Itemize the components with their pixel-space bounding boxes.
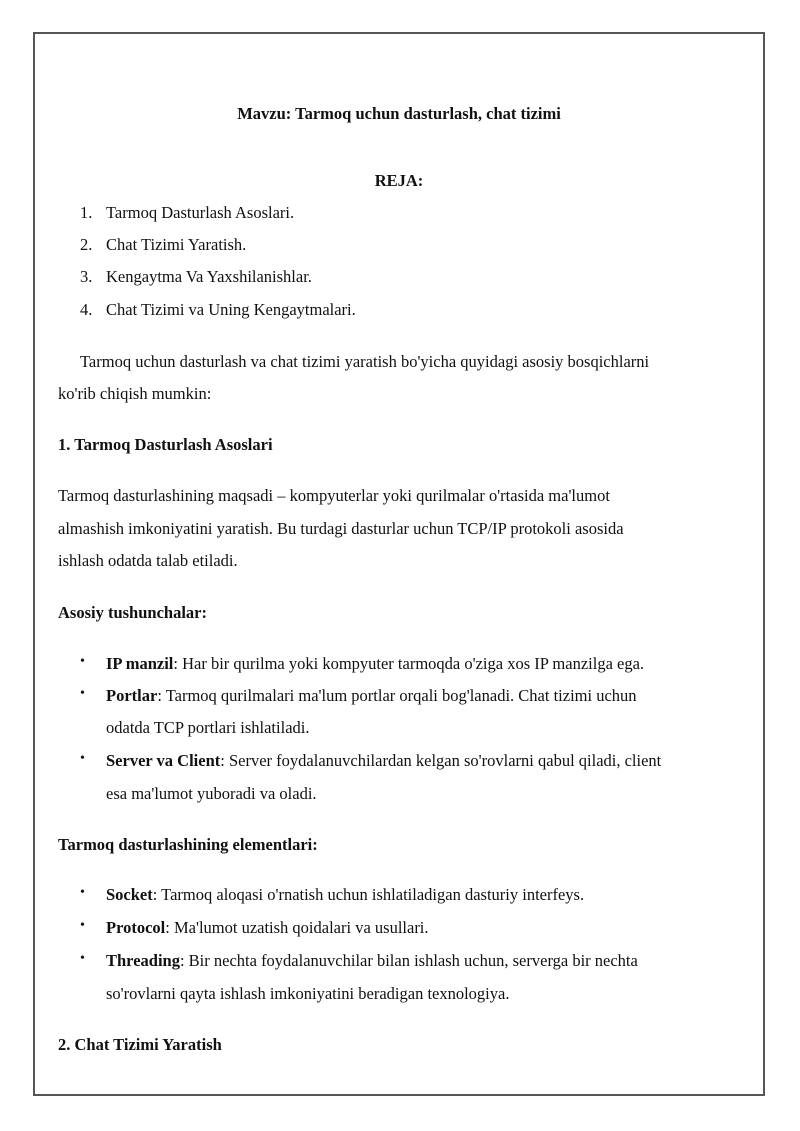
plan-item-number: 4. <box>80 300 93 319</box>
bullet-icon: • <box>80 751 85 766</box>
bullet-icon: • <box>80 885 85 900</box>
section-heading: 1. Tarmoq Dasturlash Asoslari <box>58 435 273 454</box>
section-heading: 2. Chat Tizimi Yaratish <box>58 1035 222 1054</box>
term-description: : Har bir qurilma yoki kompyuter tarmoqda o'ziga xos IP manzilga ega. <box>173 654 645 673</box>
term: Protocol <box>106 918 166 937</box>
plan-item-text: Tarmoq Dasturlash Asoslari. <box>106 203 295 222</box>
paragraph-line: Tarmoq dasturlashining maqsadi – kompyuterlar yoki qurilmalar o'rtasida ma'lumot <box>58 486 610 505</box>
plan-item-number: 1. <box>80 203 93 222</box>
bullet-icon: • <box>80 654 85 669</box>
term-description: : Server foydalanuvchilardan kelgan so'rovlarni qabul qiladi, client <box>220 751 662 770</box>
document-title: Mavzu: Tarmoq uchun dasturlash, chat tizimi <box>237 104 561 123</box>
term: Socket <box>106 885 153 904</box>
term: Server va Client <box>106 751 221 770</box>
paragraph-line: ishlash odatda talab etiladi. <box>58 551 238 570</box>
bullet-icon: • <box>80 951 85 966</box>
term-description: esa ma'lumot yuboradi va oladi. <box>106 784 317 803</box>
plan-item-text: Chat Tizimi va Uning Kengaytmalari. <box>106 300 356 319</box>
term-description: odatda TCP portlari ishlatiladi. <box>106 718 310 737</box>
term-description: : Bir nechta foydalanuvchilar bilan ishlash uchun, serverga bir nechta <box>179 951 638 970</box>
intro-paragraph-line: ko'rib chiqish mumkin: <box>58 384 212 403</box>
bullet-icon: • <box>80 686 85 701</box>
term-description: : Tarmoq aloqasi o'rnatish uchun ishlatiladigan dasturiy interfeys. <box>152 885 585 904</box>
subheading: Tarmoq dasturlashining elementlari: <box>58 835 318 854</box>
paragraph-line: almashish imkoniyatini yaratish. Bu turdagi dasturlar uchun TCP/IP protokoli asosida <box>58 519 624 538</box>
subheading: Asosiy tushunchalar: <box>58 603 207 622</box>
plan-heading: REJA: <box>374 171 424 190</box>
plan-item-number: 2. <box>80 235 93 254</box>
term-description: so'rovlarni qayta ishlash imkoniyatini beradigan texnologiya. <box>106 984 510 1003</box>
term: Threading <box>106 951 180 970</box>
bullet-icon: • <box>80 918 85 933</box>
plan-item-text: Kengaytma Va Yaxshilanishlar. <box>106 267 312 286</box>
term-description: : Tarmoq qurilmalari ma'lum portlar orqali bog'lanadi. Chat tizimi uchun <box>157 686 637 705</box>
plan-item-number: 3. <box>80 267 93 286</box>
plan-item-text: Chat Tizimi Yaratish. <box>106 235 247 254</box>
term-description: : Ma'lumot uzatish qoidalari va usullari. <box>165 918 429 937</box>
intro-paragraph-line: Tarmoq uchun dasturlash va chat tizimi yaratish bo'yicha quyidagi asosiy bosqichlarni <box>80 352 650 371</box>
term: IP manzil <box>106 654 174 673</box>
term: Portlar <box>106 686 158 705</box>
